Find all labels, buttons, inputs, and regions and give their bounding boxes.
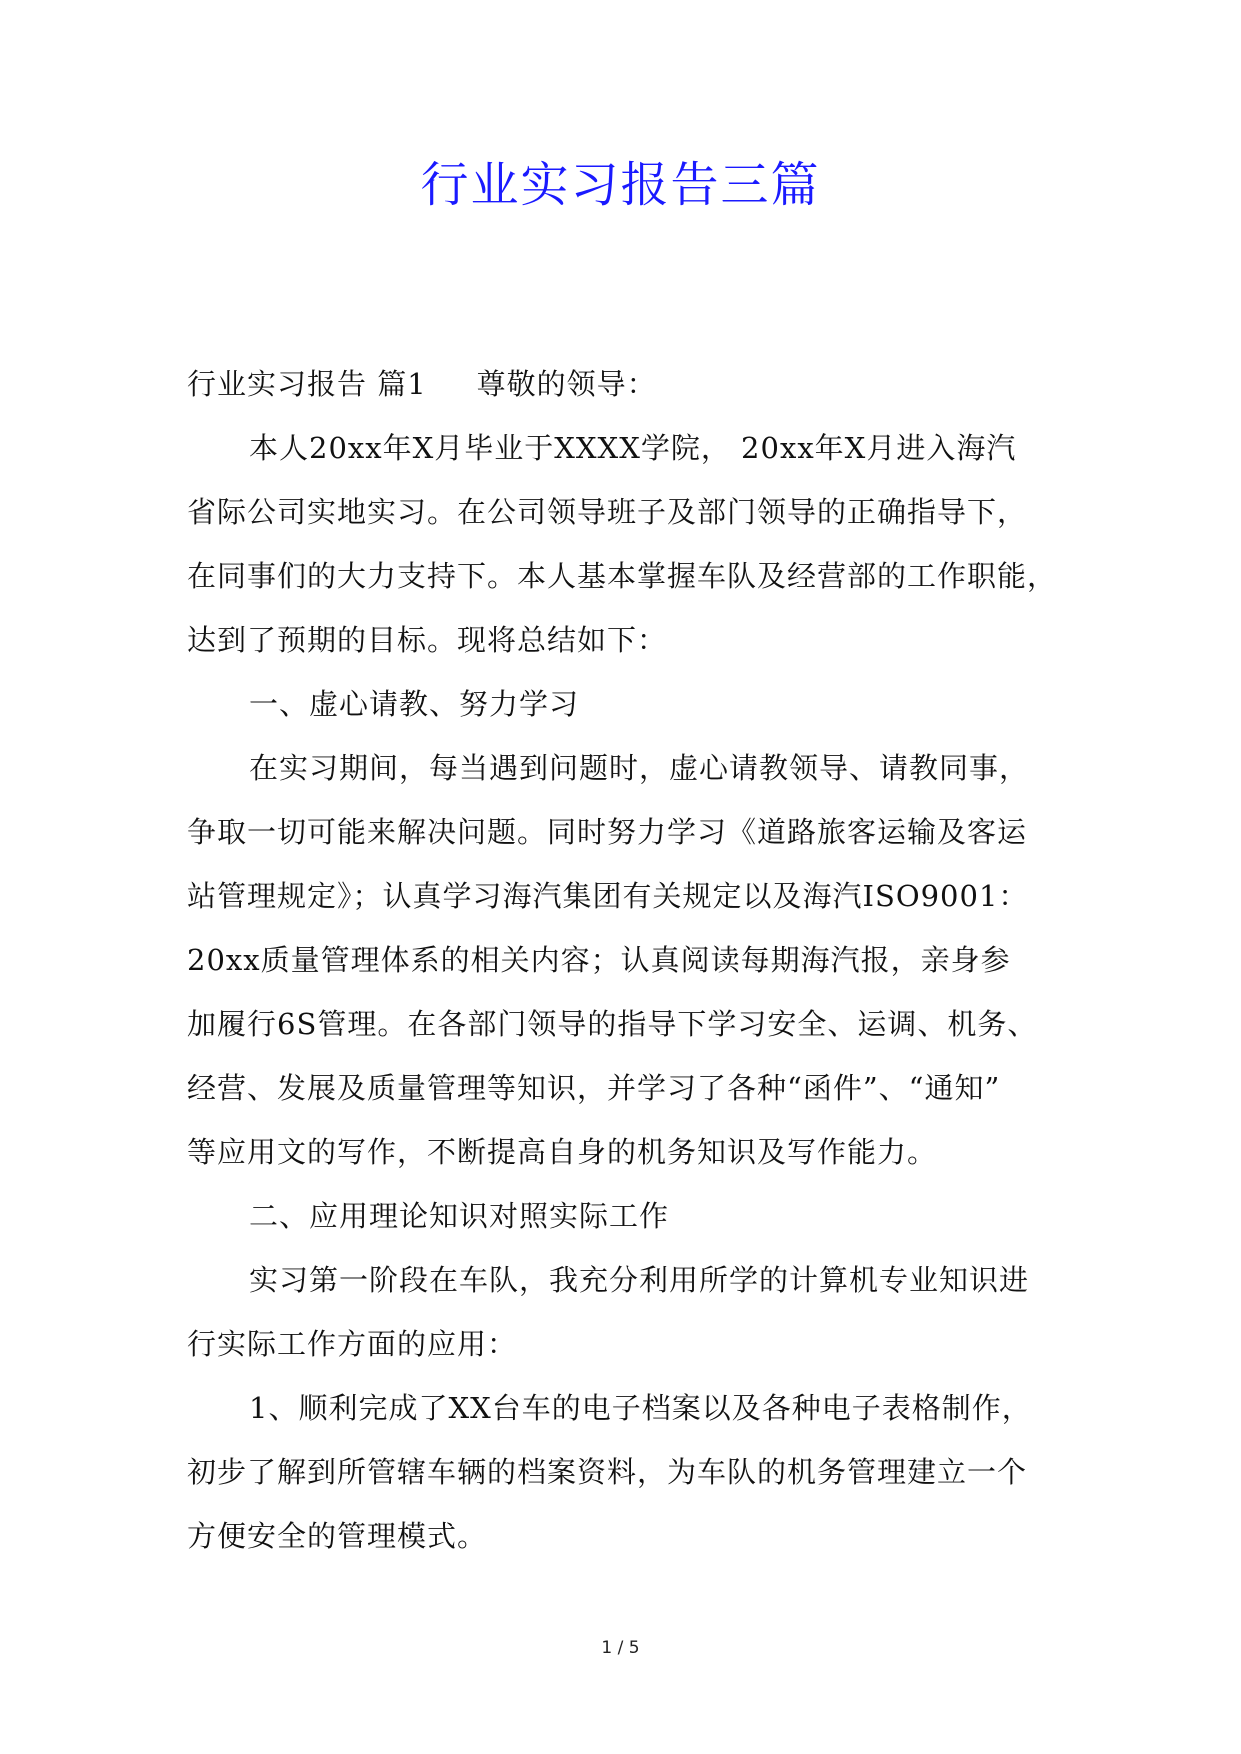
text-line: 省际公司实地实习。在公司领导班子及部门领导的正确指导下， xyxy=(187,495,1028,529)
page-number: 1 / 5 xyxy=(601,1638,640,1658)
text-line: 在同事们的大力支持下。本人基本掌握车队及经营部的工作职能， xyxy=(187,559,1058,593)
text-line: 1、顺利完成了XX台车的电子档案以及各种电子表格制作， xyxy=(249,1391,1032,1425)
text-line: 站管理规定》；认真学习海汽集团有关规定以及海汽ISO9001： xyxy=(187,879,1029,913)
text-line: 初步了解到所管辖车辆的档案资料，为车队的机务管理建立一个 xyxy=(187,1455,1028,1489)
text-line: 方便安全的管理模式。 xyxy=(187,1519,488,1553)
text-line: 争取一切可能来解决问题。同时努力学习《道路旅客运输及客运 xyxy=(187,815,1028,849)
text-line: 等应用文的写作，不断提高自身的机务知识及写作能力。 xyxy=(187,1135,938,1169)
document-body xyxy=(187,352,1067,1568)
text-line: 实习第一阶段在车队，我充分利用所学的计算机专业知识进 xyxy=(249,1263,1030,1297)
text-line: 二、应用理论知识对照实际工作 xyxy=(249,1199,670,1233)
paragraph-lines xyxy=(187,416,1067,1568)
text-line: 20xx质量管理体系的相关内容；认真阅读每期海汽报，亲身参 xyxy=(187,943,1011,977)
text-line: 行实际工作方面的应用： xyxy=(187,1327,518,1361)
section-heading-line xyxy=(187,352,1067,416)
text-line: 一、虚心请教、努力学习 xyxy=(249,687,580,721)
text-line: 在实习期间，每当遇到问题时，虚心请教领导、请教同事， xyxy=(249,751,1030,785)
text-line: 加履行6S管理。在各部门领导的指导下学习安全、运调、机务、 xyxy=(187,1007,1038,1041)
salutation: 尊敬的领导： xyxy=(476,367,657,401)
text-line: 本人20xx年X月毕业于XXXX学院， 20xx年X月进入海汽 xyxy=(249,431,1017,465)
text-line: 经营、发展及质量管理等知识，并学习了各种“函件”、“通知” xyxy=(187,1071,1001,1105)
report-part-label: 行业实习报告 篇1 xyxy=(187,367,427,401)
page-title: 行业实习报告三篇 xyxy=(420,157,821,213)
text-line: 达到了预期的目标。现将总结如下： xyxy=(187,623,668,657)
